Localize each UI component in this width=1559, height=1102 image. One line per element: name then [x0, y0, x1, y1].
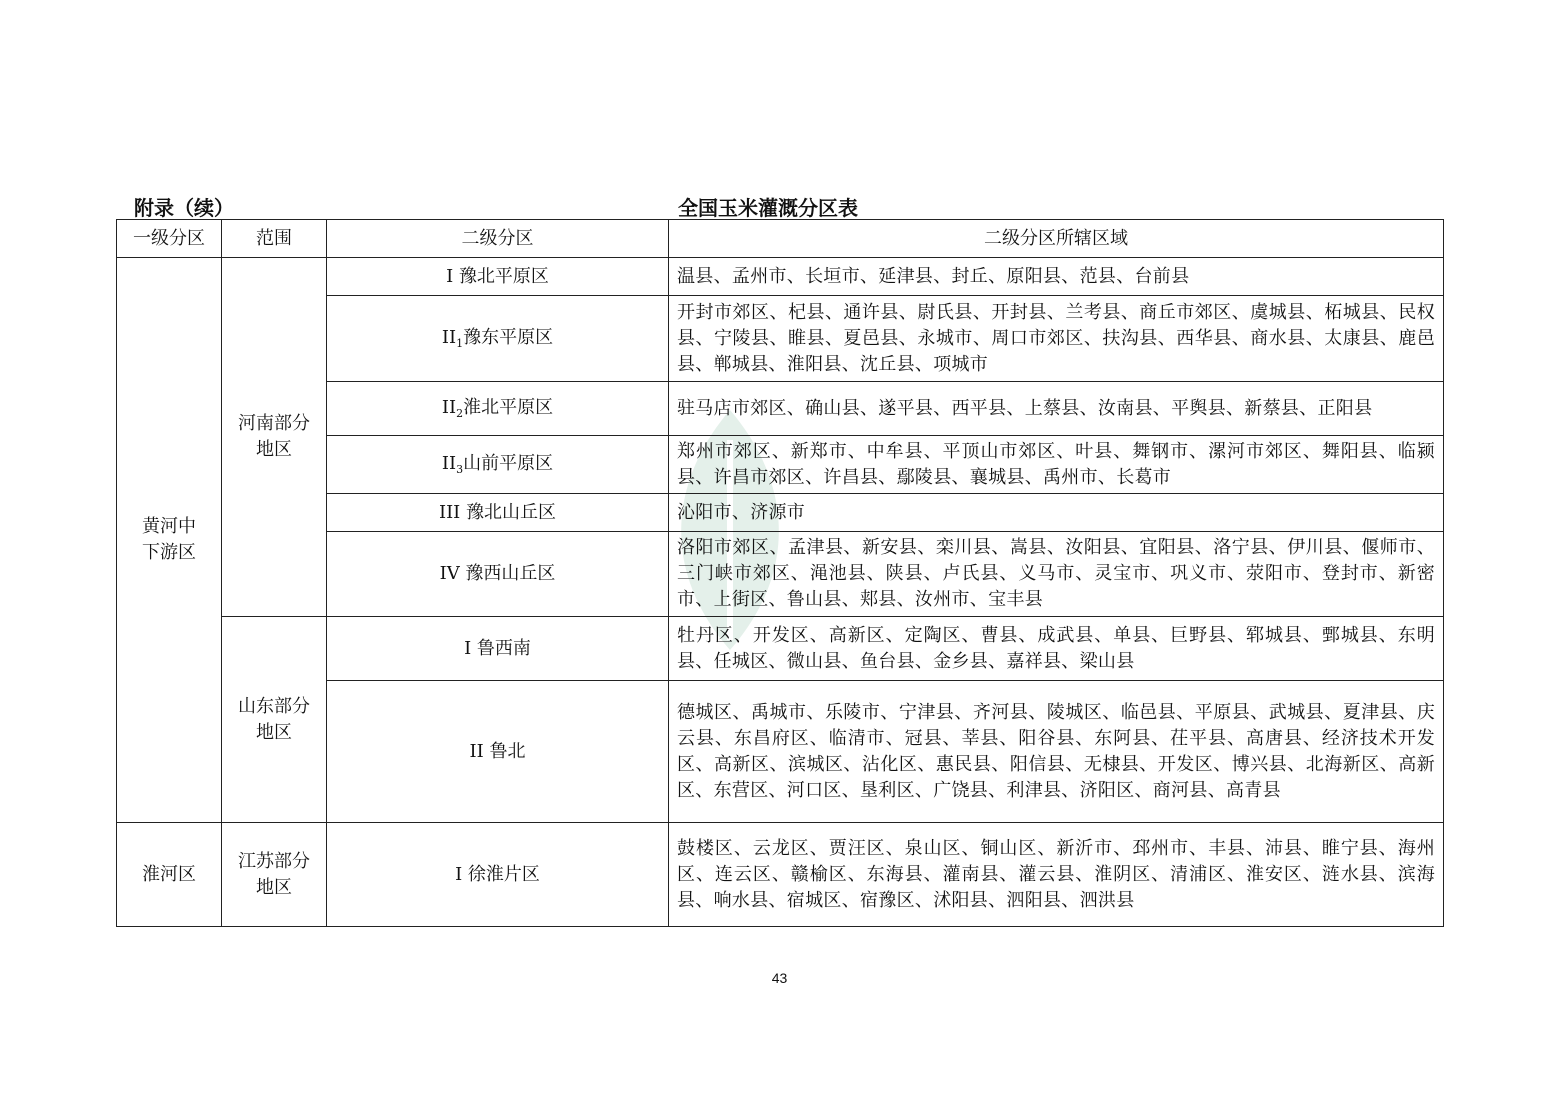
zone-cell: $II_1$豫东平原区 — [327, 296, 669, 382]
areas-cell: 沁阳市、济源市 — [669, 494, 1444, 532]
scope-cell: 江苏部分地区 — [222, 823, 327, 927]
level1-cell: 淮河区 — [117, 823, 222, 927]
irrigation-zone-table — [116, 219, 1444, 927]
appendix-label: 附录（续） — [134, 196, 234, 220]
header-level2: 二级分区 — [327, 220, 669, 258]
zone-cell: I 鲁西南 — [327, 617, 669, 681]
zone-cell: $II_2$淮北平原区 — [327, 382, 669, 436]
table-row — [117, 258, 1444, 296]
areas-cell: 洛阳市郊区、孟津县、新安县、栾川县、嵩县、汝阳县、宜阳县、洛宁县、伊川县、偃师市、三门峡市郊区、渑池县、陕县、卢氏县、义马市、灵宝市、巩义市、荥阳市、登封市、新密市、上街区、鲁山县、郏县、汝州市、宝丰县 — [669, 532, 1444, 617]
header-areas: 二级分区所辖区域 — [669, 220, 1444, 258]
table-row — [117, 823, 1444, 927]
zone-cell: II 鲁北 — [327, 681, 669, 823]
header-level1: 一级分区 — [117, 220, 222, 258]
table-row — [117, 617, 1444, 681]
areas-cell: 驻马店市郊区、确山县、遂平县、西平县、上蔡县、汝南县、平舆县、新蔡县、正阳县 — [669, 382, 1444, 436]
level1-cell: 黄河中下游区 — [117, 258, 222, 823]
areas-cell: 牡丹区、开发区、高新区、定陶区、曹县、成武县、单县、巨野县、郓城县、鄄城县、东明县、任城区、微山县、鱼台县、金乡县、嘉祥县、梁山县 — [669, 617, 1444, 681]
areas-cell: 开封市郊区、杞县、通许县、尉氏县、开封县、兰考县、商丘市郊区、虞城县、柘城县、民权县、宁陵县、睢县、夏邑县、永城市、周口市郊区、扶沟县、西华县、商水县、太康县、鹿邑县、郸城县、淮阳县、沈丘县、项城市 — [669, 296, 1444, 382]
scope-cell: 河南部分地区 — [222, 258, 327, 617]
page-number: 43 — [771, 970, 788, 986]
header-scope: 范围 — [222, 220, 327, 258]
zone-cell: IV 豫西山丘区 — [327, 532, 669, 617]
areas-cell: 温县、孟州市、长垣市、延津县、封丘、原阳县、范县、台前县 — [669, 258, 1444, 296]
zone-cell: III 豫北山丘区 — [327, 494, 669, 532]
areas-cell: 德城区、禹城市、乐陵市、宁津县、齐河县、陵城区、临邑县、平原县、武城县、夏津县、庆云县、东昌府区、临清市、冠县、莘县、阳谷县、东阿县、茌平县、高唐县、经济技术开发区、高新区、滨城区、沾化区、惠民县、阳信县、无棣县、开发区、博兴县、北海新区、高新区、东营区、河口区、垦利区、广饶县、利津县、济阳区、商河县、高青县 — [669, 681, 1444, 823]
zone-cell: $II_3$山前平原区 — [327, 436, 669, 494]
zone-cell: I 豫北平原区 — [327, 258, 669, 296]
areas-cell: 鼓楼区、云龙区、贾汪区、泉山区、铜山区、新沂市、邳州市、丰县、沛县、睢宁县、海州区、连云区、赣榆区、东海县、灌南县、灌云县、淮阴区、清浦区、淮安区、涟水县、滨海县、响水县、宿城区、宿豫区、沭阳县、泗阳县、泗洪县 — [669, 823, 1444, 927]
table-title: 全国玉米灌溉分区表 — [678, 196, 858, 220]
zone-cell: I 徐淮片区 — [327, 823, 669, 927]
table-header-row — [117, 220, 1444, 258]
scope-cell: 山东部分地区 — [222, 617, 327, 823]
areas-cell: 郑州市郊区、新郑市、中牟县、平顶山市郊区、叶县、舞钢市、漯河市郊区、舞阳县、临颍县、许昌市郊区、许昌县、鄢陵县、襄城县、禹州市、长葛市 — [669, 436, 1444, 494]
